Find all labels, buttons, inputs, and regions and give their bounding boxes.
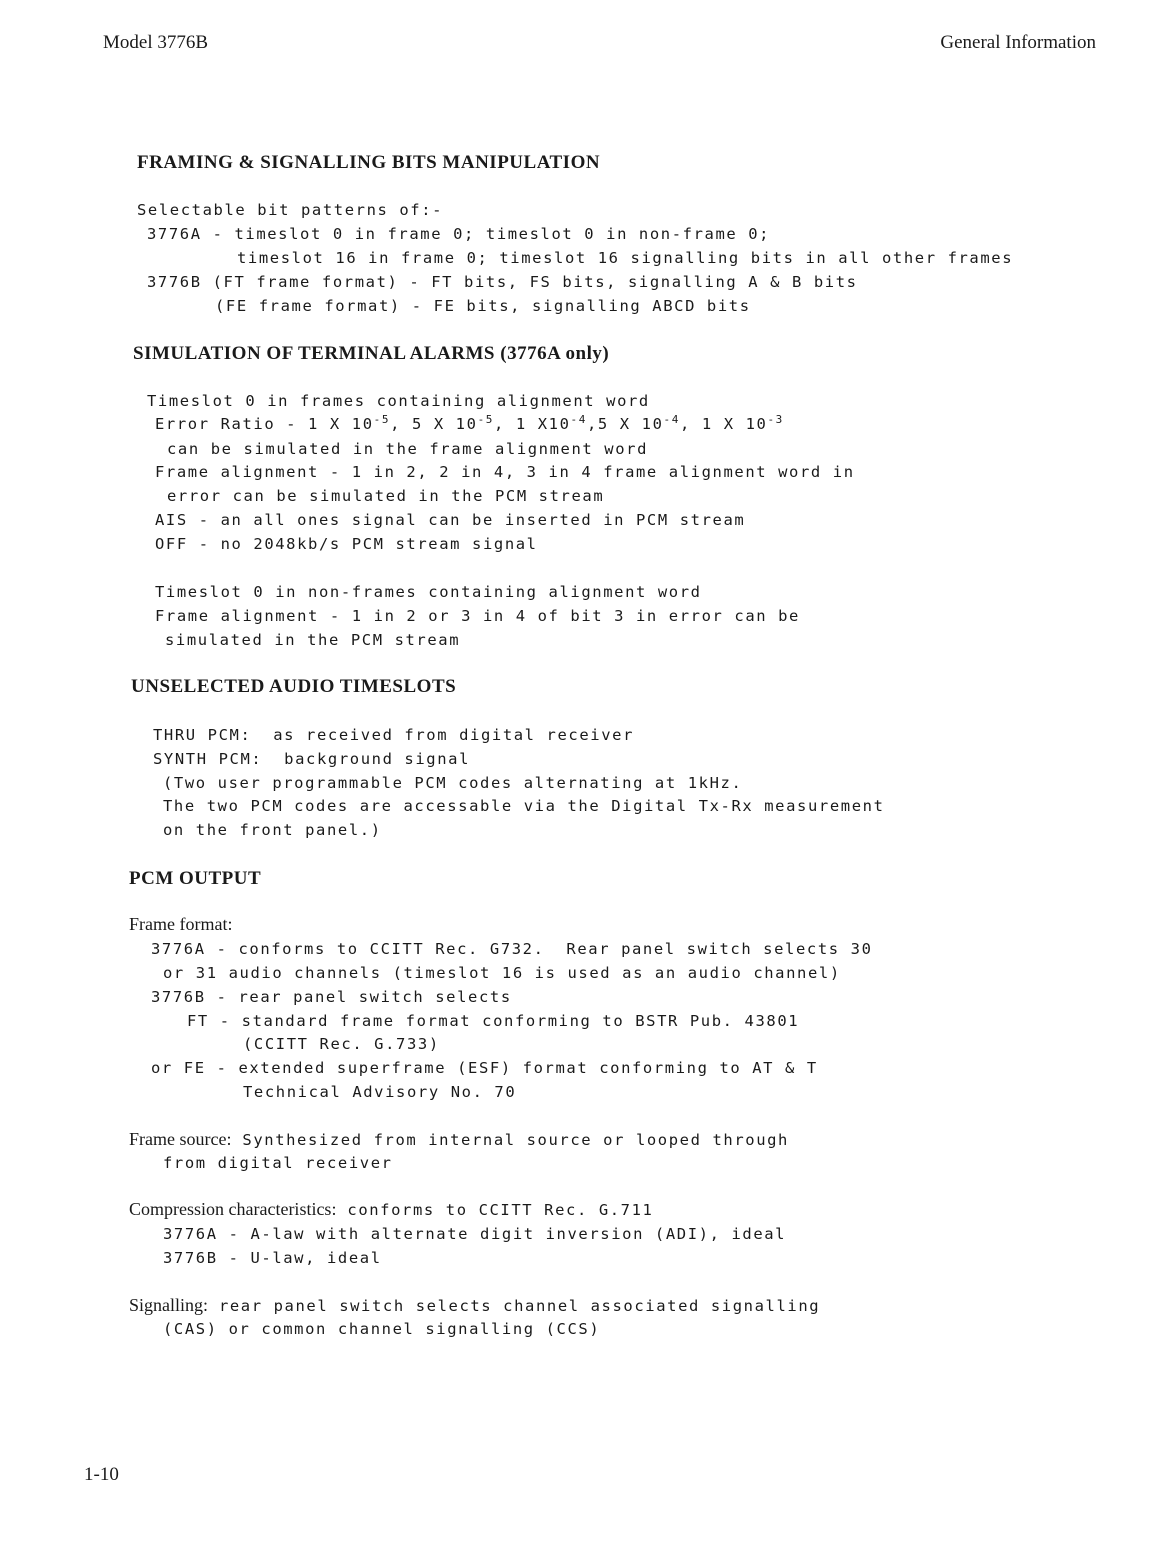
unselected-line: The two PCM codes are accessable via the Digital Tx-Rx measurement [163, 797, 885, 815]
unselected-line: THRU PCM: as received from digital receiver [153, 726, 634, 744]
framing-line: 3776A - timeslot 0 in frame 0; timeslot 0 in non-frame 0; [147, 225, 771, 243]
unselected-line: SYNTH PCM: background signal [153, 750, 471, 768]
running-header-section: General Information [940, 32, 1096, 53]
compression-detail: 3776B - U-law, ideal [163, 1249, 382, 1267]
framing-heading: FRAMING & SIGNALLING BITS MANIPULATION [137, 152, 601, 173]
frame-source-line: Frame source: Synthesized from internal source or looped through [129, 1129, 789, 1149]
compression-detail: 3776A - A-law with alternate digit inversion (ADI), ideal [163, 1225, 787, 1243]
unselected-line: (Two user programmable PCM codes alternating at 1kHz. [163, 774, 743, 792]
framing-line: 3776B (FT frame format) - FT bits, FS bits, signalling A & B bits [147, 273, 858, 291]
simulation-line: Frame alignment - 1 in 2 or 3 in 4 of bit 3 in error can be [155, 607, 800, 625]
running-header-model: Model 3776B [103, 32, 209, 53]
frame-source-cont: from digital receiver [163, 1154, 393, 1172]
simulation-line: error can be simulated in the PCM stream [167, 487, 605, 505]
page-number: 1-10 [84, 1464, 119, 1485]
frame-format-line: 3776A - conforms to CCITT Rec. G732. Rear panel switch selects 30 [151, 940, 873, 958]
frame-source-label: Frame source: [129, 1129, 232, 1149]
frame-format-line: or FE - extended superframe (ESF) format conforming to AT & T [151, 1059, 818, 1077]
simulation-line: Frame alignment - 1 in 2, 2 in 4, 3 in 4 frame alignment word in [155, 463, 855, 481]
pcm-output-heading: PCM OUTPUT [129, 868, 262, 889]
framing-line: Selectable bit patterns of:- [137, 201, 444, 219]
simulation-line: OFF - no 2048kb/s PCM stream signal [155, 535, 538, 553]
compression-line: Compression characteristics: conforms to CCITT Rec. G.711 [129, 1199, 654, 1219]
signalling-label: Signalling: [129, 1295, 209, 1315]
simulation-line: Timeslot 0 in non-frames containing alignment word [155, 583, 702, 601]
error-ratio-line: Error Ratio - 1 X $10^{-5}$, 5 X $10^{-5}$, 1 $X10^{-4},5$ X $10^{-4}$, 1 X $10^{-3}$ [155, 413, 784, 433]
frame-format-line: or 31 audio channels (timeslot 16 is used as an audio channel) [163, 964, 841, 982]
simulation-heading: SIMULATION OF TERMINAL ALARMS (3776A only) [133, 343, 610, 364]
compression-label: Compression characteristics: [129, 1199, 337, 1219]
simulation-line: can be simulated in the frame alignment word [167, 440, 648, 458]
signalling-line: Signalling: rear panel switch selects channel associated signalling [129, 1295, 821, 1315]
signalling-cont: (CAS) or common channel signalling (CCS) [163, 1320, 601, 1338]
frame-format-label: Frame format: [129, 914, 233, 934]
simulation-line: simulated in the PCM stream [165, 631, 461, 649]
frame-format-line: (CCITT Rec. G.733) [243, 1035, 440, 1053]
unselected-line: on the front panel.) [163, 821, 382, 839]
frame-format-line: 3776B - rear panel switch selects [151, 988, 512, 1006]
frame-format-line: FT - standard frame format conforming to BSTR Pub. 43801 [187, 1012, 800, 1030]
unselected-heading: UNSELECTED AUDIO TIMESLOTS [131, 676, 457, 697]
simulation-line: Timeslot 0 in frames containing alignment word [147, 392, 650, 410]
simulation-line: AIS - an all ones signal can be inserted in PCM stream [155, 511, 746, 529]
framing-line: (FE frame format) - FE bits, signalling ABCD bits [215, 297, 751, 315]
framing-line: timeslot 16 in frame 0; timeslot 16 signalling bits in all other frames [237, 249, 1014, 267]
frame-format-line: Technical Advisory No. 70 [243, 1083, 517, 1101]
